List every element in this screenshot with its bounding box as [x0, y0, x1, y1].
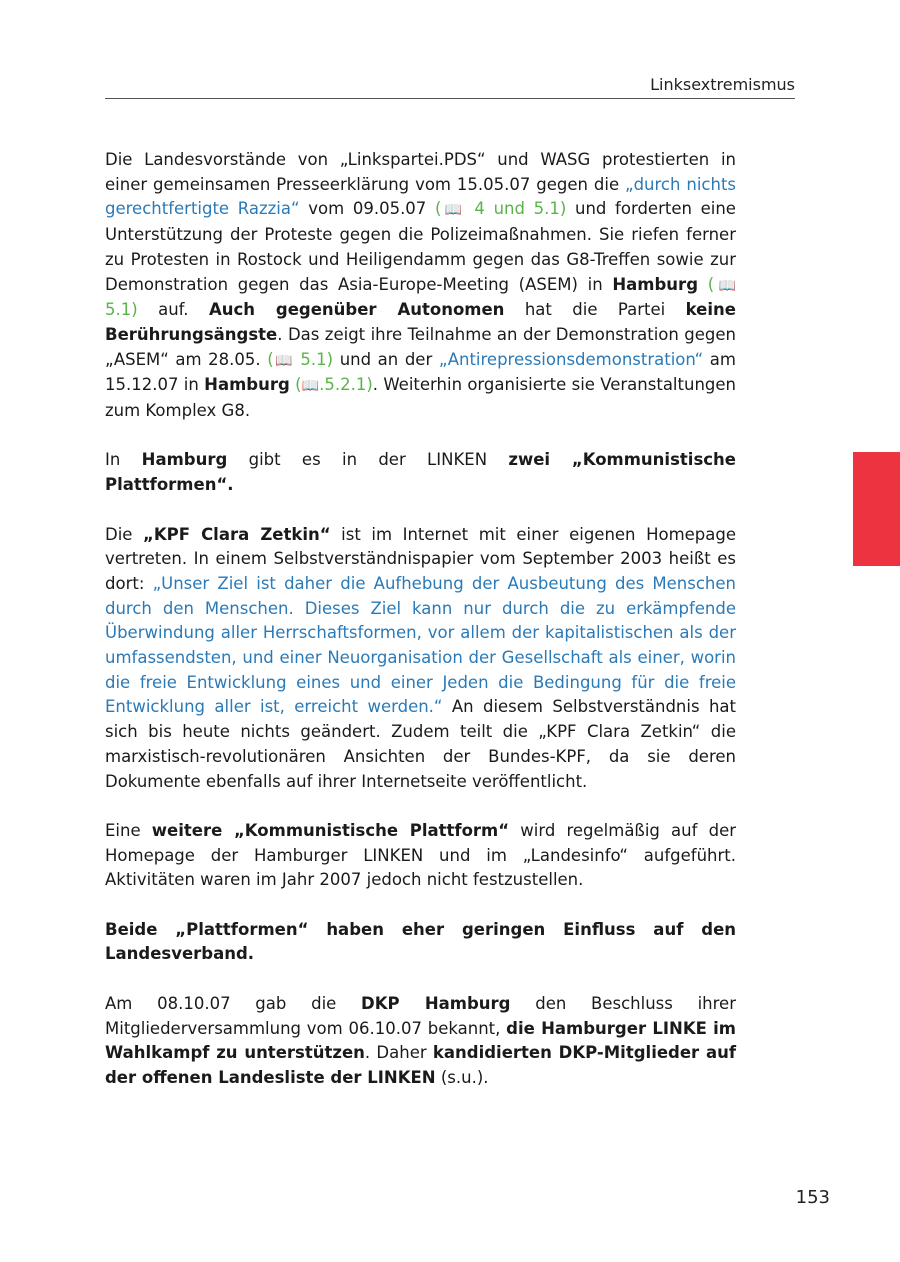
text: . Weiterhin organisierte sie Veranstaltungen zum Komplex G8. [105, 375, 736, 421]
chapter-tab-marker [853, 452, 900, 566]
header-title: Linksextremismus [650, 75, 795, 94]
text: auf. [137, 300, 209, 320]
text: hat die Partei [504, 300, 686, 320]
page-number: 153 [795, 1187, 830, 1208]
bold-text: „KPF Clara Zetkin“ [143, 524, 331, 544]
text: den Beschluss ihrer Mitgliederversammlung vom 06.10.07 bekannt, [105, 993, 736, 1038]
text: . Das zeigt ihre Teilnahme an der Demonstration gegen „ASEM“ am 28.05. [105, 324, 736, 369]
text: In [105, 450, 142, 470]
book-icon: 📖 [301, 378, 320, 395]
text: am 15.12.07 in [105, 349, 736, 395]
ref-label: 5.1) [293, 349, 334, 369]
bold-text: kandidierten DKP-Mitglieder auf der offenen Landesliste der LINKEN [105, 1043, 736, 1087]
quote: „Unser Ziel ist daher die Aufhebung der Ausbeutung des Menschen durch den Menschen. Dieses Ziel kann nur durch die zu erkämpfende Überwindung aller Herrschaftsformen, vor allem der kapitalistischen als der umfassendsten, und einer Neuorganisation der Gesellschaft als einer, worin die freie Entwicklung eines und einer Jeden die Bedingung für die freie Entwicklung aller ist, erreicht werden.“ [105, 573, 736, 717]
text: und an der [333, 349, 439, 369]
paragraph-4 [105, 819, 736, 893]
running-header [105, 74, 795, 99]
reference-link[interactable] [295, 375, 373, 394]
bold-text: Hamburg [612, 274, 699, 294]
book-icon: 📖 [273, 352, 294, 369]
text: (s.u.). [435, 1067, 489, 1087]
text: Die [105, 524, 144, 544]
bold-text: DKP Hamburg [361, 993, 511, 1013]
ref-open: ( [267, 349, 274, 369]
text: . Daher [364, 1043, 433, 1063]
text: vom 09.05.07 [299, 199, 435, 219]
text: ist im Internet mit einer eigenen Homepage vertreten. In einem Selbstverständnispapier vom September 2003 heißt es dort: [105, 524, 737, 593]
bold-text: Hamburg [141, 450, 228, 470]
ref-label: 5.1) [105, 300, 138, 320]
bold-text: die Hamburger LINKE im Wahlkampf zu unterstützen [105, 1018, 736, 1063]
bold-text: Beide „Plattformen“ haben eher geringen Einfluss auf den Landesverband. [105, 919, 736, 964]
book-icon: 📖 [441, 202, 466, 219]
paragraph-2 [105, 448, 736, 497]
text: Eine [105, 820, 152, 840]
bold-text: keine Berührungsängste [105, 300, 736, 344]
text: wird regelmäßig auf der Homepage der Hamburger LINKEN und im „Landesinfo“ aufgeführt. Aktivitäten waren im Jahr 2007 jedoch nicht festzustellen. [105, 820, 737, 890]
quote: „durch nichts gerechtfertigte Razzia“ [105, 174, 737, 219]
text: Am 08.10.07 gab die [105, 993, 362, 1013]
text: . [227, 475, 234, 495]
text [698, 275, 708, 294]
text: und forderten eine Unterstützung der Proteste gegen die Polizeimaßnahmen. Sie riefen ferner zu Protesten in Rostock und Heiligendamm gegen das G8-Treffen sowie zur Demonstration gegen das Asia-Europe-Meeting (ASEM) in [105, 199, 736, 294]
ref-open: ( [707, 274, 715, 294]
paragraph-1 [105, 148, 736, 424]
quote: „Antirepressionsdemonstration“ [438, 349, 704, 369]
ref-label: .5.2.1) [319, 375, 373, 395]
body-text [105, 148, 736, 1115]
paragraph-5 [105, 918, 736, 967]
paragraph-3 [105, 523, 736, 795]
ref-label: 4 und 5.1) [465, 199, 567, 219]
text: gibt es in der LINKEN [227, 450, 509, 470]
ref-open: ( [295, 375, 302, 395]
book-icon: 📖 [714, 277, 737, 294]
bold-text: weitere „Kommunistische Plattform“ [151, 820, 510, 840]
reference-link[interactable] [267, 350, 333, 369]
text: An diesem Selbstverständnis hat sich bis heute nichts geändert. Zudem teilt die „KPF Clara Zetkin“ die marxistisch-revolutionären Ansichten der Bundes-KPF, da sie deren Dokumente ebenfalls auf ihrer Internetseite veröffentlicht. [105, 697, 736, 791]
bold-text: zwei „Kommunistische Plattformen“ [105, 450, 736, 495]
text: Die Landesvorstände von „Linkspartei.PDS“ und WASG protestierten in einer gemeinsamen Presseerklärung vom 15.05.07 gegen die [105, 150, 736, 194]
ref-open: ( [434, 199, 442, 219]
reference-link[interactable] [435, 199, 566, 218]
bold-text: Auch gegenüber Autonomen [208, 300, 505, 320]
paragraph-6 [105, 992, 736, 1091]
bold-text: Hamburg [204, 375, 290, 395]
